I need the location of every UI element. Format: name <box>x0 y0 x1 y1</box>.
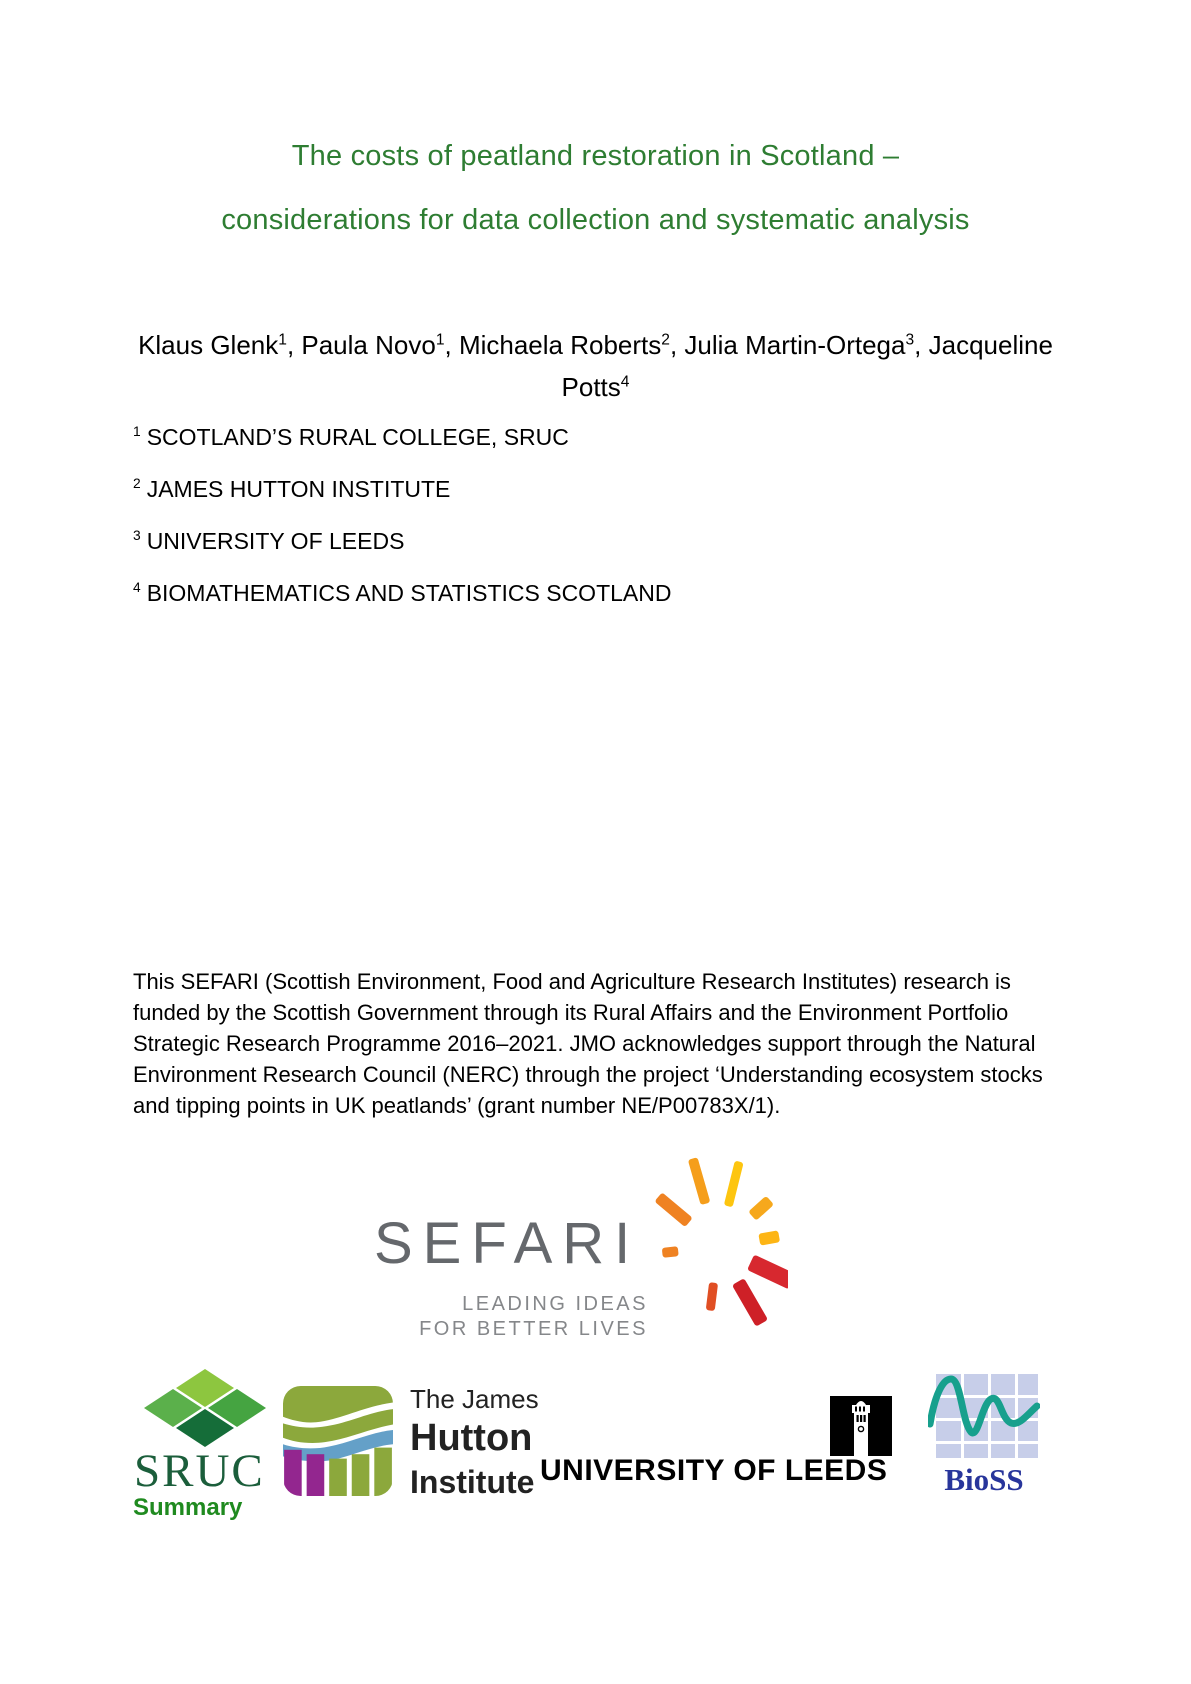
university-of-leeds-wordmark: UNIVERSITY OF LEEDS <box>540 1454 888 1487</box>
sefari-tagline <box>330 1292 648 1342</box>
funding-acknowledgement: This SEFARI (Scottish Environment, Food and Agriculture Research Institutes) research is funded by the Scottish Government through its Rural Affairs and the Environment Portfolio Strategic Research Programme 2016–2021. JMO acknowledges support through the Natural Environment Research Council (NERC) through the project ‘Understanding ecosystem stocks and tipping points in UK peatlands’ (grant number NE/P00783X/1). <box>133 969 1043 1118</box>
sefari-sunburst-icon <box>648 1142 788 1347</box>
hutton-line1: The James <box>410 1384 539 1414</box>
affiliation-superscript: 3 <box>133 528 141 544</box>
affiliation-text: JAMES HUTTON INSTITUTE <box>146 476 451 502</box>
james-hutton-institute-wordmark <box>410 1384 539 1501</box>
sefari-wordmark: SEFARI <box>374 1211 641 1276</box>
sefari-tagline-line2: FOR BETTER LIVES <box>419 1318 648 1340</box>
summary-heading: Summary <box>133 1494 243 1521</box>
document-title-line2: considerations for data collection and systematic analysis <box>221 204 970 236</box>
affiliation-superscript: 2 <box>133 476 141 492</box>
bioss-wordmark: BioSS <box>944 1462 1024 1497</box>
sefari-tagline-line1: LEADING IDEAS <box>462 1293 648 1315</box>
affiliation-leeds <box>133 528 404 555</box>
affiliation-sruc <box>133 424 569 451</box>
authors-line1: Klaus Glenk$^1$, Paula Novo$^1$, Michaela Roberts$^2$, Julia Martin-Ortega$^3$, Jacqueline <box>138 330 1053 360</box>
affiliation-superscript: 4 <box>133 580 141 596</box>
hutton-line2: Hutton <box>410 1417 533 1459</box>
sruc-diamonds-icon <box>140 1368 270 1448</box>
hutton-line3: Institute <box>410 1464 535 1500</box>
document-title-line1: The costs of peatland restoration in Scotland – <box>291 140 900 172</box>
james-hutton-institute-icon <box>283 1386 393 1496</box>
bioss-chart-icon <box>928 1372 1040 1464</box>
authors-line2: Potts$^4$ <box>561 372 630 402</box>
affiliation-bioss <box>133 580 671 607</box>
sruc-wordmark: SRUC <box>134 1445 265 1497</box>
affiliation-hutton <box>133 476 450 503</box>
university-of-leeds-tower-icon <box>830 1396 892 1456</box>
affiliation-text: UNIVERSITY OF LEEDS <box>146 528 405 554</box>
affiliation-text: BIOMATHEMATICS AND STATISTICS SCOTLAND <box>146 580 672 606</box>
affiliation-text: SCOTLAND’S RURAL COLLEGE, SRUC <box>146 424 569 450</box>
affiliation-superscript: 1 <box>133 424 141 440</box>
